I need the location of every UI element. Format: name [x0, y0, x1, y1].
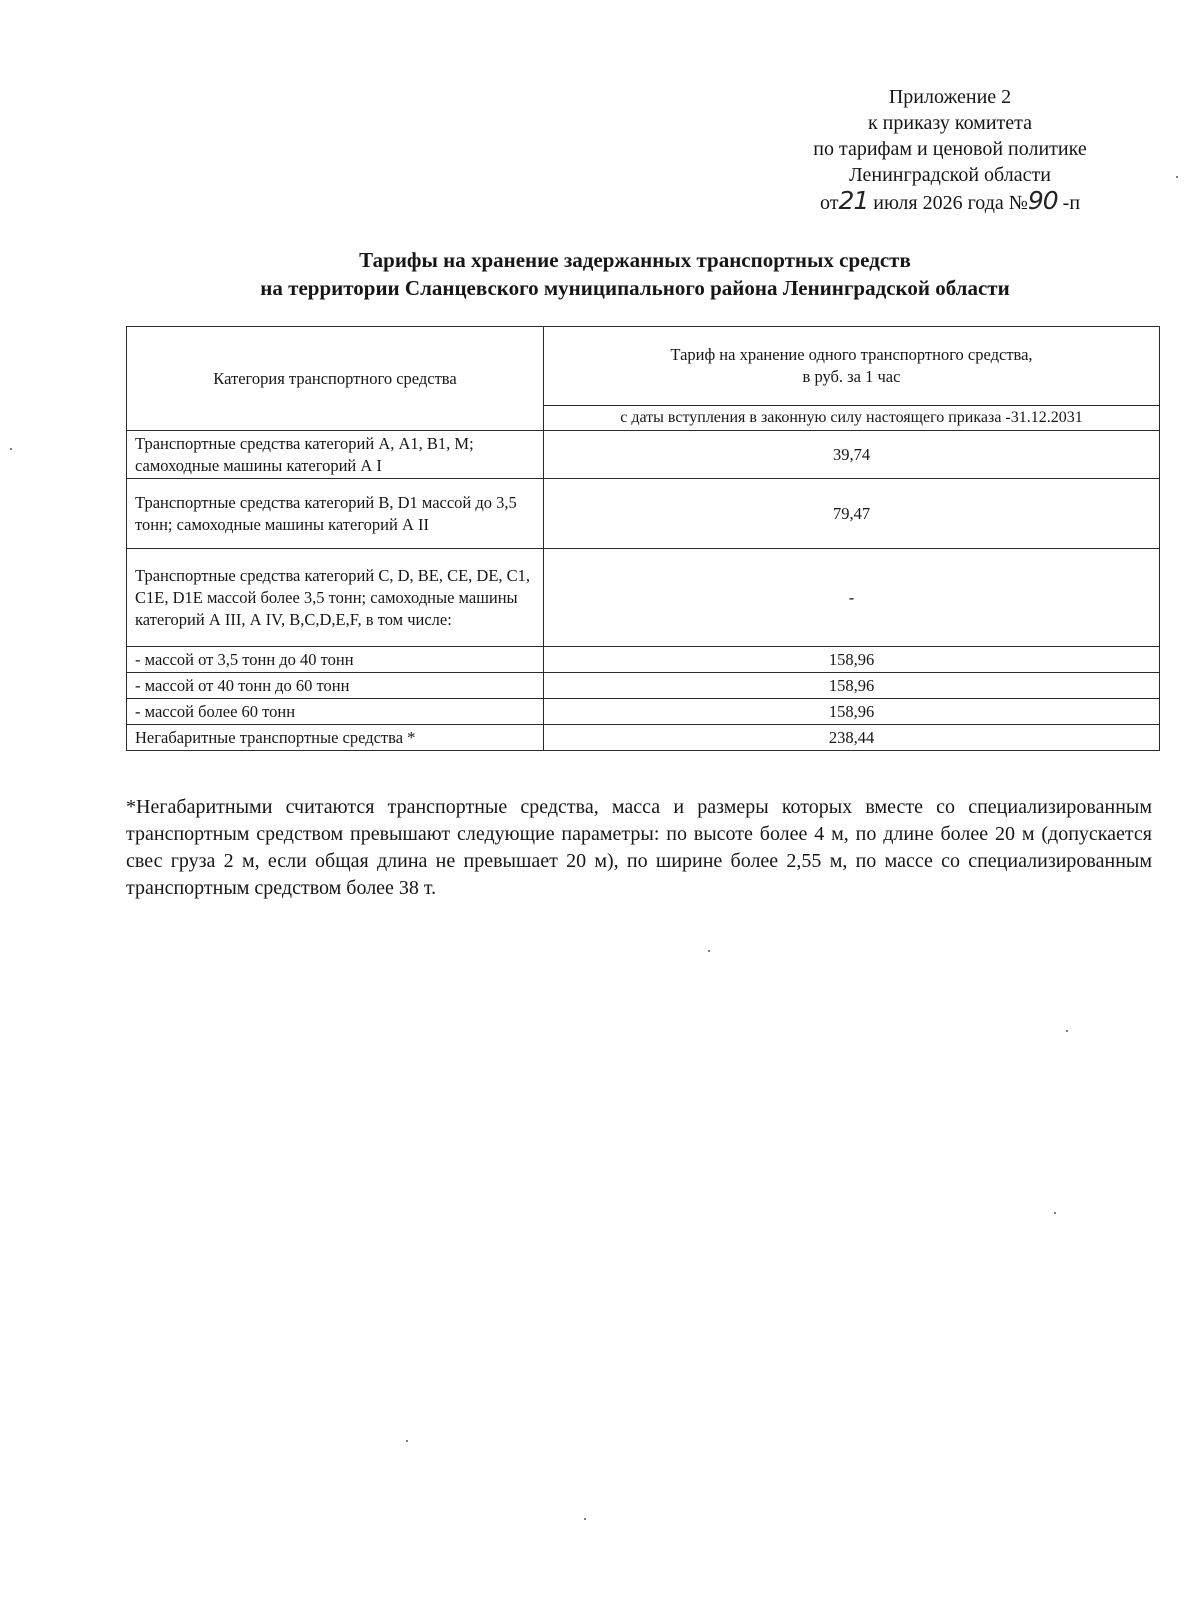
category-cell: - массой от 3,5 тонн до 40 тонн: [127, 647, 544, 673]
order-suffix: -п: [1062, 192, 1081, 214]
tariff-cell: 158,96: [544, 673, 1160, 699]
category-cell: Транспортные средства категорий А, А1, В1, М; самоходные машины категорий А I: [127, 431, 544, 479]
table-row: [127, 549, 1160, 647]
annex-line-1: Приложение 2: [888, 86, 1012, 108]
scan-speck: [1054, 1212, 1056, 1214]
handwritten-order-number: 90: [1027, 186, 1058, 215]
table-row: [127, 479, 1160, 549]
title-line-2: на территории Сланцевского муниципального района Ленинградской области: [260, 276, 1010, 300]
annex-line-3: по тарифам и ценовой политике: [813, 138, 1087, 160]
header-tariff: [544, 327, 1160, 406]
scan-speck: [1176, 176, 1178, 178]
annex-line-2: к приказу комитета: [867, 112, 1033, 134]
scan-speck: [708, 950, 710, 952]
header-category: Категория транспортного средства: [127, 327, 544, 431]
scan-speck: [584, 1518, 586, 1520]
table-row: [127, 725, 1160, 751]
tariff-cell: -: [544, 549, 1160, 647]
category-cell: Негабаритные транспортные средства *: [127, 725, 544, 751]
scan-speck: [1066, 1030, 1068, 1032]
header-period: с даты вступления в законную силу настоящего приказа -31.12.2031: [544, 406, 1160, 431]
annex-date-line: [760, 188, 1140, 216]
category-cell: Транспортные средства категорий В, D1 массой до 3,5 тонн; самоходные машины категорий А II: [127, 479, 544, 549]
table-row: [127, 673, 1160, 699]
document-title: [130, 246, 1140, 302]
scan-speck: [406, 1440, 408, 1442]
category-cell: - массой от 40 тонн до 60 тонн: [127, 673, 544, 699]
date-middle: июля 2026 года №: [873, 192, 1028, 214]
tariff-cell: 158,96: [544, 699, 1160, 725]
header-tariff-line-2: в руб. за 1 час: [802, 367, 901, 386]
table-row: [127, 699, 1160, 725]
scan-speck: [10, 448, 12, 450]
title-line-1: Тарифы на хранение задержанных транспортных средств: [359, 248, 911, 272]
annex-line-4: Ленинградской области: [849, 164, 1051, 186]
table-row: [127, 647, 1160, 673]
date-prefix: от: [819, 192, 839, 214]
tariff-cell: 39,74: [544, 431, 1160, 479]
annex-header: [760, 84, 1140, 216]
tariff-cell: 238,44: [544, 725, 1160, 751]
category-cell: Транспортные средства категорий С, D, ВЕ, СЕ, DE, С1, С1Е, D1E массой более 3,5 тонн; самоходные машины категорий А III, А IV, В,С,D,E,F, в том числе:: [127, 549, 544, 647]
table-row: [127, 431, 1160, 479]
handwritten-day: 21: [838, 186, 869, 215]
tariff-cell: 158,96: [544, 647, 1160, 673]
header-tariff-line-1: Тариф на хранение одного транспортного средства,: [670, 345, 1033, 364]
tariff-table: [126, 326, 1160, 751]
footnote: *Негабаритными считаются транспортные средства, масса и размеры которых вместе со специализированным транспортным средством превышают следующие параметры: по высоте более 4 м, по длине более 20 м (допускается свес груза 2 м, если общая длина не превышает 20 м), по ширине более 2,55 м, по массе со специализированным транспортным средством более 38 т.: [126, 796, 1152, 899]
tariff-cell: 79,47: [544, 479, 1160, 549]
category-cell: - массой более 60 тонн: [127, 699, 544, 725]
